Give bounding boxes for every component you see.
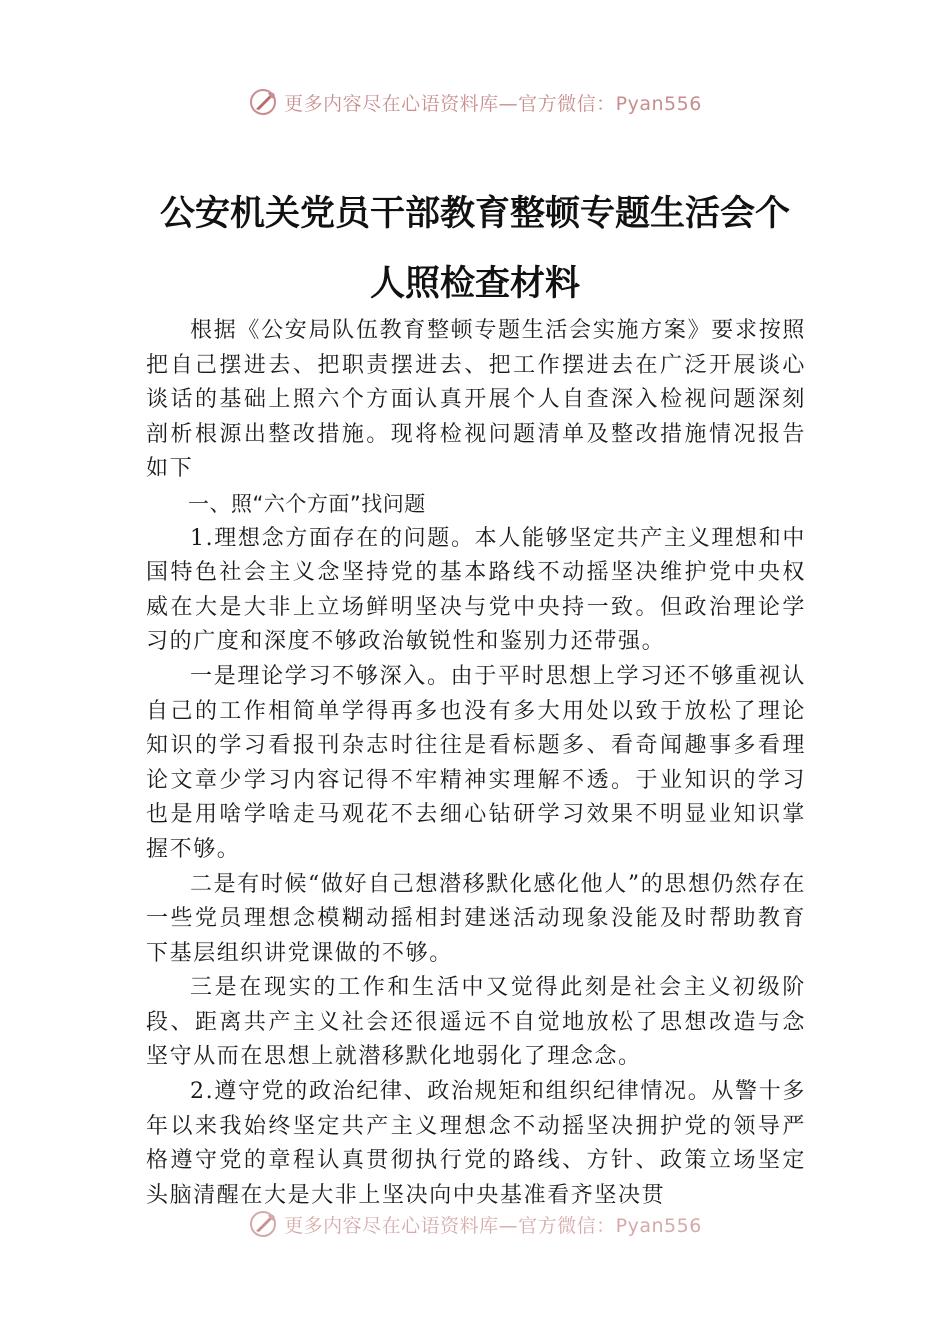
- document-body: [146, 314, 806, 1213]
- watermark-text: 更多内容尽在心语资料库—官方微信：Pyan556: [284, 1214, 702, 1237]
- document-title-line-1: 公安机关党员干部教育整顿专题生活会个: [159, 193, 790, 234]
- paragraph-item-2: 2.遵守党的政治纪律、政治规矩和组织纪律情况。从警十多年以来我始终坚定共产主义理想念不动摇坚决拥护党的领导严格遵守党的章程认真贯彻执行党的路线、方针、政策立场坚定头脑清醒在大是大非上坚决向中央基准看齐坚决贯: [146, 1079, 806, 1208]
- document-title-line-2: 人照检查材料: [369, 263, 580, 304]
- watermark-header: [0, 82, 950, 122]
- watermark-footer: [0, 1204, 950, 1244]
- paragraph-point-2: 二是有时候“做好自己想潜移默化感化他人”的思想仍然存在一些党员理想念模糊动摇相封建迷活动现象没能及时帮助教育下基层组织讲党课做的不够。: [146, 871, 806, 966]
- feather-pen-icon: [248, 1209, 278, 1239]
- watermark-text: 更多内容尽在心语资料库—官方微信：Pyan556: [284, 92, 702, 115]
- feather-pen-icon: [248, 87, 278, 117]
- paragraph-intro: 根据《公安局队伍教育整顿专题生活会实施方案》要求按照把自己摆进去、把职责摆进去、把工作摆进去在广泛开展谈心谈话的基础上照六个方面认真开展个人自查深入检视问题深刻剖析根源出整改措施。现将检视问题清单及整改措施情况报告如下: [146, 318, 806, 482]
- paragraph-point-1: 一是理论学习不够深入。由于平时思想上学习还不够重视认自己的工作相简单学得再多也没有多大用处以致于放松了理论知识的学习看报刊杂志时往往是看标题多、看奇闻趣事多看理论文章少学习内容记得不牢精神实理解不透。于业知识的学习也是用啥学啥走马观花不去细心钻研学习效果不明显业知识掌握不够。: [146, 663, 806, 862]
- section-heading: 一、照“六个方面”找问题: [188, 491, 426, 516]
- paragraph-point-3: 三是在现实的工作和生活中又觉得此刻是社会主义初级阶段、距离共产主义社会还很遥远不自觉地放松了思想改造与念坚守从而在思想上就潜移默化地弱化了理念念。: [146, 975, 806, 1070]
- paragraph-item-1: 1.理想念方面存在的问题。本人能够坚定共产主义理想和中国特色社会主义念坚持党的基本路线不动摇坚决维护党中央权威在大是大非上立场鲜明坚决与党中央持一致。但政治理论学习的广度和深度不够政治敏锐性和鉴别力还带强。: [146, 525, 806, 655]
